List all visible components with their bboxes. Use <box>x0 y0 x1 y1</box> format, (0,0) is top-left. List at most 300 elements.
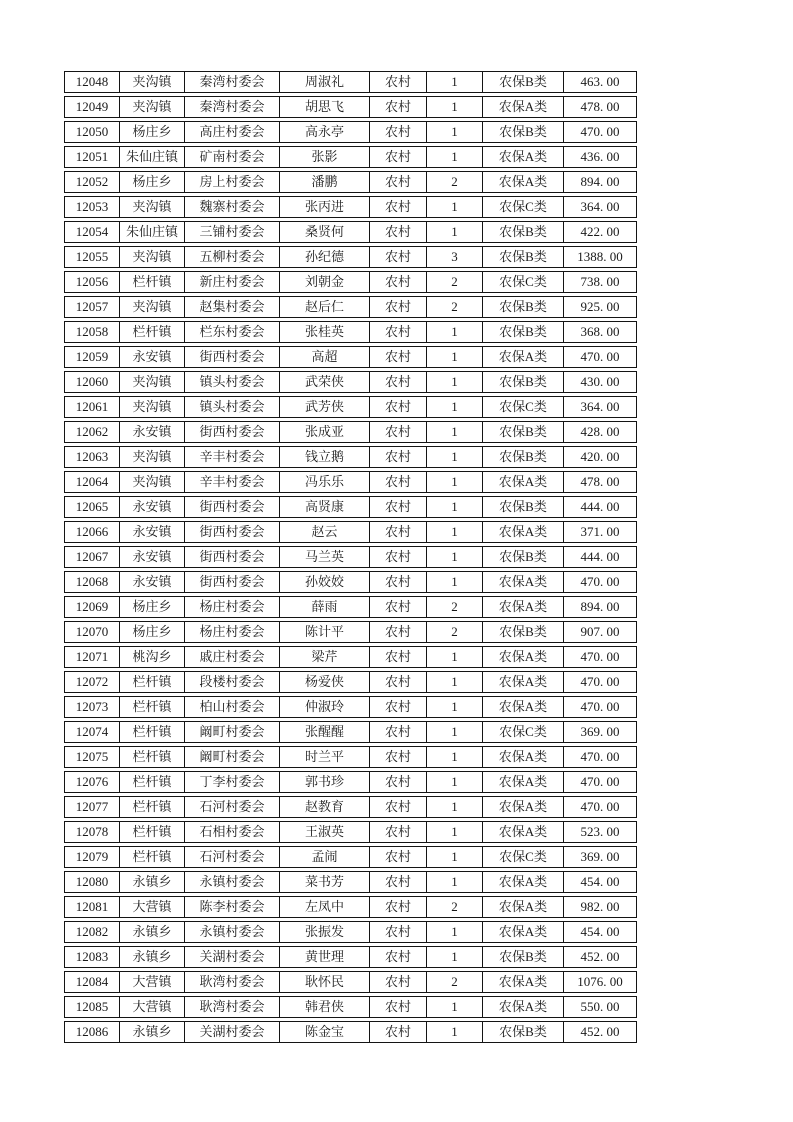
cell-village-committee: 耿湾村委会 <box>185 971 280 993</box>
cell-town: 永安镇 <box>120 496 185 518</box>
cell-person-count: 1 <box>427 671 483 693</box>
cell-record-id: 12085 <box>64 996 120 1018</box>
cell-record-id: 12061 <box>64 396 120 418</box>
cell-person-count: 1 <box>427 721 483 743</box>
cell-residence-type: 农村 <box>370 896 427 918</box>
cell-amount: 478. 00 <box>564 96 637 118</box>
cell-insurance-category: 农保B类 <box>483 946 564 968</box>
cell-record-id: 12080 <box>64 871 120 893</box>
table-row <box>64 346 637 368</box>
cell-amount: 894. 00 <box>564 171 637 193</box>
cell-person-count: 1 <box>427 321 483 343</box>
cell-town: 永安镇 <box>120 571 185 593</box>
cell-person-name: 冯乐乐 <box>280 471 370 493</box>
cell-record-id: 12050 <box>64 121 120 143</box>
cell-person-count: 1 <box>427 196 483 218</box>
cell-amount: 371. 00 <box>564 521 637 543</box>
cell-village-committee: 柏山村委会 <box>185 696 280 718</box>
cell-town: 大营镇 <box>120 971 185 993</box>
cell-village-committee: 关湖村委会 <box>185 946 280 968</box>
cell-amount: 428. 00 <box>564 421 637 443</box>
cell-amount: 550. 00 <box>564 996 637 1018</box>
cell-person-count: 1 <box>427 946 483 968</box>
cell-insurance-category: 农保B类 <box>483 71 564 93</box>
cell-village-committee: 镇头村委会 <box>185 396 280 418</box>
cell-insurance-category: 农保B类 <box>483 1021 564 1043</box>
cell-village-committee: 戚庄村委会 <box>185 646 280 668</box>
cell-residence-type: 农村 <box>370 946 427 968</box>
cell-person-name: 赵教育 <box>280 796 370 818</box>
cell-person-count: 1 <box>427 96 483 118</box>
cell-record-id: 12070 <box>64 621 120 643</box>
cell-residence-type: 农村 <box>370 846 427 868</box>
cell-record-id: 12056 <box>64 271 120 293</box>
cell-amount: 470. 00 <box>564 571 637 593</box>
cell-amount: 452. 00 <box>564 946 637 968</box>
cell-town: 栏杆镇 <box>120 771 185 793</box>
cell-town: 栏杆镇 <box>120 271 185 293</box>
cell-village-committee: 杨庄村委会 <box>185 621 280 643</box>
cell-town: 永镇乡 <box>120 1021 185 1043</box>
cell-residence-type: 农村 <box>370 96 427 118</box>
cell-amount: 369. 00 <box>564 846 637 868</box>
cell-record-id: 12048 <box>64 71 120 93</box>
table-row <box>64 721 637 743</box>
cell-village-committee: 矿南村委会 <box>185 146 280 168</box>
table-row <box>64 371 637 393</box>
cell-insurance-category: 农保A类 <box>483 996 564 1018</box>
cell-person-name: 钱立鹅 <box>280 446 370 468</box>
cell-person-count: 2 <box>427 171 483 193</box>
cell-person-count: 1 <box>427 71 483 93</box>
cell-residence-type: 农村 <box>370 646 427 668</box>
cell-person-count: 1 <box>427 921 483 943</box>
cell-person-name: 郭书珍 <box>280 771 370 793</box>
cell-residence-type: 农村 <box>370 496 427 518</box>
cell-record-id: 12066 <box>64 521 120 543</box>
cell-village-committee: 街西村委会 <box>185 571 280 593</box>
cell-person-name: 潘鹏 <box>280 171 370 193</box>
cell-person-name: 张影 <box>280 146 370 168</box>
cell-person-name: 张醒醒 <box>280 721 370 743</box>
cell-record-id: 12053 <box>64 196 120 218</box>
cell-person-count: 1 <box>427 546 483 568</box>
cell-person-name: 赵后仁 <box>280 296 370 318</box>
table-row <box>64 996 637 1018</box>
table-row <box>64 696 637 718</box>
cell-insurance-category: 农保A类 <box>483 171 564 193</box>
cell-amount: 470. 00 <box>564 121 637 143</box>
cell-record-id: 12049 <box>64 96 120 118</box>
table-row <box>64 321 637 343</box>
cell-insurance-category: 农保C类 <box>483 271 564 293</box>
cell-amount: 523. 00 <box>564 821 637 843</box>
cell-village-committee: 永镇村委会 <box>185 921 280 943</box>
cell-residence-type: 农村 <box>370 421 427 443</box>
table-row <box>64 846 637 868</box>
cell-village-committee: 镇头村委会 <box>185 371 280 393</box>
cell-amount: 436. 00 <box>564 146 637 168</box>
cell-record-id: 12082 <box>64 921 120 943</box>
table-row <box>64 971 637 993</box>
cell-record-id: 12065 <box>64 496 120 518</box>
cell-amount: 470. 00 <box>564 771 637 793</box>
cell-person-name: 菜书芳 <box>280 871 370 893</box>
cell-amount: 478. 00 <box>564 471 637 493</box>
cell-town: 永镇乡 <box>120 921 185 943</box>
cell-town: 杨庄乡 <box>120 171 185 193</box>
cell-residence-type: 农村 <box>370 746 427 768</box>
cell-residence-type: 农村 <box>370 696 427 718</box>
cell-town: 杨庄乡 <box>120 621 185 643</box>
table-row <box>64 71 637 93</box>
table-row <box>64 446 637 468</box>
cell-residence-type: 农村 <box>370 571 427 593</box>
cell-amount: 364. 00 <box>564 196 637 218</box>
cell-person-count: 1 <box>427 771 483 793</box>
cell-town: 夹沟镇 <box>120 371 185 393</box>
cell-town: 桃沟乡 <box>120 646 185 668</box>
cell-person-name: 武荣侠 <box>280 371 370 393</box>
cell-residence-type: 农村 <box>370 796 427 818</box>
cell-town: 大营镇 <box>120 896 185 918</box>
cell-person-name: 黄世理 <box>280 946 370 968</box>
cell-amount: 422. 00 <box>564 221 637 243</box>
cell-person-count: 1 <box>427 471 483 493</box>
cell-person-count: 1 <box>427 746 483 768</box>
cell-record-id: 12076 <box>64 771 120 793</box>
cell-record-id: 12067 <box>64 546 120 568</box>
cell-record-id: 12083 <box>64 946 120 968</box>
cell-village-committee: 魏寨村委会 <box>185 196 280 218</box>
table-row <box>64 496 637 518</box>
cell-person-name: 韩君侠 <box>280 996 370 1018</box>
cell-town: 夹沟镇 <box>120 471 185 493</box>
cell-person-count: 1 <box>427 446 483 468</box>
table-row <box>64 521 637 543</box>
cell-amount: 982. 00 <box>564 896 637 918</box>
cell-amount: 454. 00 <box>564 871 637 893</box>
cell-person-name: 高永亭 <box>280 121 370 143</box>
cell-amount: 894. 00 <box>564 596 637 618</box>
table-row <box>64 121 637 143</box>
cell-residence-type: 农村 <box>370 346 427 368</box>
cell-person-name: 薛雨 <box>280 596 370 618</box>
cell-village-committee: 陈李村委会 <box>185 896 280 918</box>
table-row <box>64 546 637 568</box>
cell-town: 夹沟镇 <box>120 246 185 268</box>
cell-amount: 470. 00 <box>564 746 637 768</box>
cell-amount: 420. 00 <box>564 446 637 468</box>
cell-village-committee: 街西村委会 <box>185 346 280 368</box>
cell-residence-type: 农村 <box>370 221 427 243</box>
cell-person-count: 2 <box>427 621 483 643</box>
cell-town: 夹沟镇 <box>120 96 185 118</box>
cell-person-count: 2 <box>427 596 483 618</box>
cell-town: 夹沟镇 <box>120 196 185 218</box>
table-row <box>64 871 637 893</box>
cell-insurance-category: 农保B类 <box>483 296 564 318</box>
cell-residence-type: 农村 <box>370 621 427 643</box>
cell-residence-type: 农村 <box>370 321 427 343</box>
cell-person-name: 张成亚 <box>280 421 370 443</box>
cell-town: 永镇乡 <box>120 871 185 893</box>
cell-insurance-category: 农保A类 <box>483 571 564 593</box>
cell-amount: 369. 00 <box>564 721 637 743</box>
cell-record-id: 12054 <box>64 221 120 243</box>
cell-person-count: 1 <box>427 796 483 818</box>
cell-amount: 454. 00 <box>564 921 637 943</box>
cell-amount: 470. 00 <box>564 696 637 718</box>
cell-record-id: 12075 <box>64 746 120 768</box>
table-row <box>64 946 637 968</box>
cell-record-id: 12069 <box>64 596 120 618</box>
cell-person-count: 2 <box>427 896 483 918</box>
cell-insurance-category: 农保C类 <box>483 196 564 218</box>
table-row <box>64 246 637 268</box>
cell-village-committee: 街西村委会 <box>185 496 280 518</box>
cell-person-count: 1 <box>427 346 483 368</box>
cell-person-count: 1 <box>427 421 483 443</box>
cell-insurance-category: 农保C类 <box>483 721 564 743</box>
cell-amount: 470. 00 <box>564 671 637 693</box>
table-row <box>64 671 637 693</box>
cell-town: 夹沟镇 <box>120 296 185 318</box>
cell-insurance-category: 农保C类 <box>483 396 564 418</box>
cell-person-count: 1 <box>427 146 483 168</box>
table-row <box>64 196 637 218</box>
cell-person-count: 1 <box>427 996 483 1018</box>
cell-village-committee: 丁李村委会 <box>185 771 280 793</box>
cell-record-id: 12058 <box>64 321 120 343</box>
cell-insurance-category: 农保A类 <box>483 746 564 768</box>
cell-amount: 1076. 00 <box>564 971 637 993</box>
cell-village-committee: 三铺村委会 <box>185 221 280 243</box>
table-row <box>64 96 637 118</box>
cell-insurance-category: 农保B类 <box>483 221 564 243</box>
cell-person-count: 1 <box>427 121 483 143</box>
cell-person-name: 左凤中 <box>280 896 370 918</box>
cell-residence-type: 农村 <box>370 471 427 493</box>
cell-person-name: 时兰平 <box>280 746 370 768</box>
cell-town: 杨庄乡 <box>120 596 185 618</box>
cell-residence-type: 农村 <box>370 671 427 693</box>
cell-town: 朱仙庄镇 <box>120 221 185 243</box>
table-row <box>64 271 637 293</box>
cell-amount: 470. 00 <box>564 796 637 818</box>
cell-residence-type: 农村 <box>370 971 427 993</box>
cell-insurance-category: 农保A类 <box>483 146 564 168</box>
cell-person-name: 孙纪德 <box>280 246 370 268</box>
cell-insurance-category: 农保B类 <box>483 371 564 393</box>
cell-insurance-category: 农保B类 <box>483 321 564 343</box>
cell-village-committee: 辛丰村委会 <box>185 446 280 468</box>
cell-village-committee: 阚町村委会 <box>185 721 280 743</box>
cell-record-id: 12079 <box>64 846 120 868</box>
cell-person-name: 武芳侠 <box>280 396 370 418</box>
cell-amount: 925. 00 <box>564 296 637 318</box>
cell-insurance-category: 农保A类 <box>483 871 564 893</box>
records-tbody <box>64 71 637 1043</box>
cell-amount: 368. 00 <box>564 321 637 343</box>
cell-record-id: 12059 <box>64 346 120 368</box>
cell-person-name: 孟闹 <box>280 846 370 868</box>
cell-town: 栏杆镇 <box>120 821 185 843</box>
cell-person-count: 1 <box>427 871 483 893</box>
cell-insurance-category: 农保B类 <box>483 496 564 518</box>
cell-amount: 444. 00 <box>564 496 637 518</box>
cell-residence-type: 农村 <box>370 446 427 468</box>
cell-residence-type: 农村 <box>370 921 427 943</box>
cell-insurance-category: 农保B类 <box>483 421 564 443</box>
cell-person-name: 高贤康 <box>280 496 370 518</box>
cell-village-committee: 关湖村委会 <box>185 1021 280 1043</box>
cell-village-committee: 街西村委会 <box>185 521 280 543</box>
cell-residence-type: 农村 <box>370 546 427 568</box>
table-row <box>64 421 637 443</box>
cell-insurance-category: 农保A类 <box>483 471 564 493</box>
cell-person-count: 1 <box>427 521 483 543</box>
cell-person-name: 张振发 <box>280 921 370 943</box>
cell-person-name: 马兰英 <box>280 546 370 568</box>
cell-insurance-category: 农保A类 <box>483 971 564 993</box>
cell-insurance-category: 农保A类 <box>483 646 564 668</box>
cell-record-id: 12077 <box>64 796 120 818</box>
cell-residence-type: 农村 <box>370 371 427 393</box>
cell-record-id: 12084 <box>64 971 120 993</box>
cell-town: 栏杆镇 <box>120 846 185 868</box>
cell-village-committee: 石河村委会 <box>185 796 280 818</box>
cell-residence-type: 农村 <box>370 196 427 218</box>
cell-town: 夹沟镇 <box>120 396 185 418</box>
cell-residence-type: 农村 <box>370 1021 427 1043</box>
cell-amount: 1388. 00 <box>564 246 637 268</box>
cell-insurance-category: 农保B类 <box>483 546 564 568</box>
cell-town: 栏杆镇 <box>120 721 185 743</box>
cell-person-name: 赵云 <box>280 521 370 543</box>
cell-village-committee: 永镇村委会 <box>185 871 280 893</box>
cell-amount: 470. 00 <box>564 346 637 368</box>
cell-insurance-category: 农保A类 <box>483 821 564 843</box>
table-row <box>64 921 637 943</box>
cell-residence-type: 农村 <box>370 821 427 843</box>
cell-residence-type: 农村 <box>370 271 427 293</box>
table-row <box>64 221 637 243</box>
cell-person-count: 1 <box>427 396 483 418</box>
cell-person-count: 2 <box>427 296 483 318</box>
cell-record-id: 12060 <box>64 371 120 393</box>
cell-person-count: 3 <box>427 246 483 268</box>
cell-residence-type: 农村 <box>370 121 427 143</box>
cell-person-name: 耿怀民 <box>280 971 370 993</box>
cell-residence-type: 农村 <box>370 596 427 618</box>
cell-person-name: 周淑礼 <box>280 71 370 93</box>
cell-town: 永安镇 <box>120 546 185 568</box>
cell-person-count: 2 <box>427 271 483 293</box>
cell-amount: 470. 00 <box>564 646 637 668</box>
cell-town: 永安镇 <box>120 521 185 543</box>
cell-insurance-category: 农保B类 <box>483 121 564 143</box>
cell-insurance-category: 农保A类 <box>483 96 564 118</box>
cell-person-name: 张桂英 <box>280 321 370 343</box>
cell-residence-type: 农村 <box>370 296 427 318</box>
cell-insurance-category: 农保A类 <box>483 921 564 943</box>
table-row <box>64 571 637 593</box>
cell-residence-type: 农村 <box>370 771 427 793</box>
cell-village-committee: 石河村委会 <box>185 846 280 868</box>
cell-amount: 430. 00 <box>564 371 637 393</box>
cell-record-id: 12068 <box>64 571 120 593</box>
cell-amount: 364. 00 <box>564 396 637 418</box>
cell-person-name: 胡思飞 <box>280 96 370 118</box>
cell-village-committee: 辛丰村委会 <box>185 471 280 493</box>
cell-town: 大营镇 <box>120 996 185 1018</box>
cell-village-committee: 房上村委会 <box>185 171 280 193</box>
cell-village-committee: 五柳村委会 <box>185 246 280 268</box>
cell-residence-type: 农村 <box>370 996 427 1018</box>
table-row <box>64 646 637 668</box>
cell-record-id: 12086 <box>64 1021 120 1043</box>
cell-residence-type: 农村 <box>370 71 427 93</box>
cell-town: 夹沟镇 <box>120 446 185 468</box>
cell-residence-type: 农村 <box>370 171 427 193</box>
cell-amount: 444. 00 <box>564 546 637 568</box>
cell-town: 夹沟镇 <box>120 71 185 93</box>
table-row <box>64 396 637 418</box>
table-row <box>64 621 637 643</box>
cell-town: 栏杆镇 <box>120 746 185 768</box>
table-row <box>64 771 637 793</box>
cell-record-id: 12062 <box>64 421 120 443</box>
table-row <box>64 746 637 768</box>
cell-village-committee: 栏东村委会 <box>185 321 280 343</box>
cell-record-id: 12074 <box>64 721 120 743</box>
cell-town: 永镇乡 <box>120 946 185 968</box>
cell-person-count: 1 <box>427 696 483 718</box>
cell-record-id: 12078 <box>64 821 120 843</box>
cell-person-count: 1 <box>427 646 483 668</box>
cell-person-name: 孙姣姣 <box>280 571 370 593</box>
cell-town: 栏杆镇 <box>120 796 185 818</box>
cell-insurance-category: 农保C类 <box>483 846 564 868</box>
cell-record-id: 12064 <box>64 471 120 493</box>
cell-person-name: 王淑英 <box>280 821 370 843</box>
cell-insurance-category: 农保A类 <box>483 596 564 618</box>
cell-town: 朱仙庄镇 <box>120 146 185 168</box>
cell-village-committee: 街西村委会 <box>185 546 280 568</box>
cell-residence-type: 农村 <box>370 721 427 743</box>
records-table <box>64 68 637 1046</box>
table-row <box>64 796 637 818</box>
cell-insurance-category: 农保A类 <box>483 896 564 918</box>
cell-insurance-category: 农保A类 <box>483 696 564 718</box>
cell-person-name: 高超 <box>280 346 370 368</box>
cell-person-count: 1 <box>427 496 483 518</box>
table-row <box>64 171 637 193</box>
cell-insurance-category: 农保A类 <box>483 521 564 543</box>
cell-person-count: 1 <box>427 571 483 593</box>
cell-person-name: 仲淑玲 <box>280 696 370 718</box>
table-row <box>64 296 637 318</box>
cell-village-committee: 耿湾村委会 <box>185 996 280 1018</box>
cell-insurance-category: 农保A类 <box>483 671 564 693</box>
cell-amount: 463. 00 <box>564 71 637 93</box>
cell-village-committee: 赵集村委会 <box>185 296 280 318</box>
cell-village-committee: 杨庄村委会 <box>185 596 280 618</box>
cell-insurance-category: 农保A类 <box>483 771 564 793</box>
cell-amount: 452. 00 <box>564 1021 637 1043</box>
cell-insurance-category: 农保B类 <box>483 621 564 643</box>
